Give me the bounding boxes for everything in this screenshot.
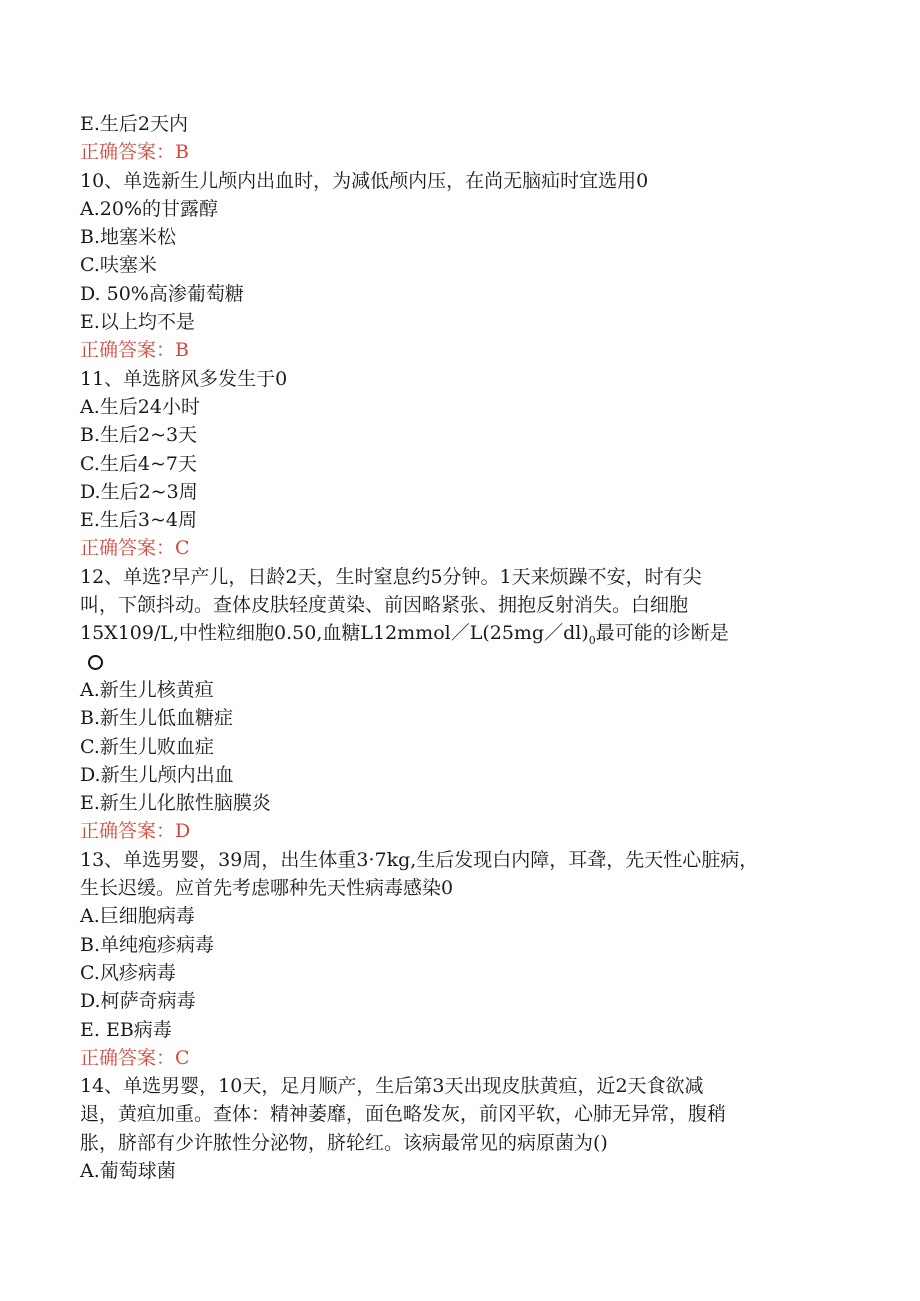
option-line: C.呋塞米 [80,254,157,277]
option-line: A.新生儿核黄疸 [80,678,214,701]
question-line: 胀，脐部有少许脓性分泌物，脐轮红。该病最常见的病原菌为() [80,1131,608,1154]
option-line: A.20%的甘露醇 [80,197,218,220]
question-line: 退，黄疸加重。查体：精神萎靡，面色略发灰，前冈平软，心肺无异常，腹稍 [80,1103,727,1126]
option-line: E.以上均不是 [80,311,195,334]
question-line [80,619,840,647]
answer-blank-line [80,648,840,676]
option-line: B.单纯疱疹病毒 [80,933,215,956]
answer-line: 正确答案：B [80,339,189,362]
option-line: A.生后24小时 [80,395,200,418]
option-line: D. 50%高渗葡萄糖 [80,282,244,305]
question-line: 12、单选?早产儿，日龄2天，生时窒息约5分钟。1天来烦躁不安，时有尖 [80,565,702,588]
question-text: 15X109/L,中性粒细胞0.50,血糖L12mmol／L(25mg／dl) [80,622,589,645]
question-line: 生长迟缓。应首先考虑哪种先天性病毒感染0 [80,877,454,900]
option-line: D.新生儿颅内出血 [80,763,234,786]
question-line: 10、单选新生儿颅内出血时，为减低颅内压，在尚无脑疝时宜选用0 [80,169,649,192]
option-line: A.葡萄球菌 [80,1159,176,1182]
subscript-mark: 0 [588,634,596,648]
circle-blank-icon [88,655,103,670]
option-line: B.新生儿低血糖症 [80,707,234,730]
option-line: B.生后2~3天 [80,424,198,447]
question-line: 14、单选男婴，10天，足月顺产，生后第3天出现皮肤黄疸，近2天食欲减 [80,1075,704,1098]
option-line: E. EB病毒 [80,1018,172,1041]
answer-line: 正确答案：C [80,537,190,560]
option-line: A.巨细胞病毒 [80,905,195,928]
answer-line: 正确答案：D [80,820,191,843]
option-line: B.地塞米松 [80,226,177,249]
option-line: E.生后3~4周 [80,509,198,532]
option-line: C.生后4~7天 [80,452,197,475]
option-line: D.生后2~3周 [80,480,198,503]
answer-line: 正确答案：B [80,141,189,164]
option-line: E.生后2天内 [80,113,188,135]
option-line: E.新生儿化脓性脑膜炎 [80,792,271,815]
option-line: C.风疹病毒 [80,961,176,984]
option-line: D.柯萨奇病毒 [80,990,196,1013]
question-line: 13、单选男婴，39周，出生体重3·7kg,生后发现白内障，耳聋，先天性心脏病， [80,848,759,871]
document-page [80,110,840,1185]
question-line: 11、单选脐风多发生于0 [80,367,288,390]
question-line: 叫，下颌抖动。查体皮肤轻度黄染、前因略紧张、拥抱反射消失。白细胞 [80,594,689,617]
answer-line: 正确答案：C [80,1046,190,1069]
question-text: 最可能的诊断是 [595,622,729,645]
option-line: C.新生儿败血症 [80,735,214,758]
